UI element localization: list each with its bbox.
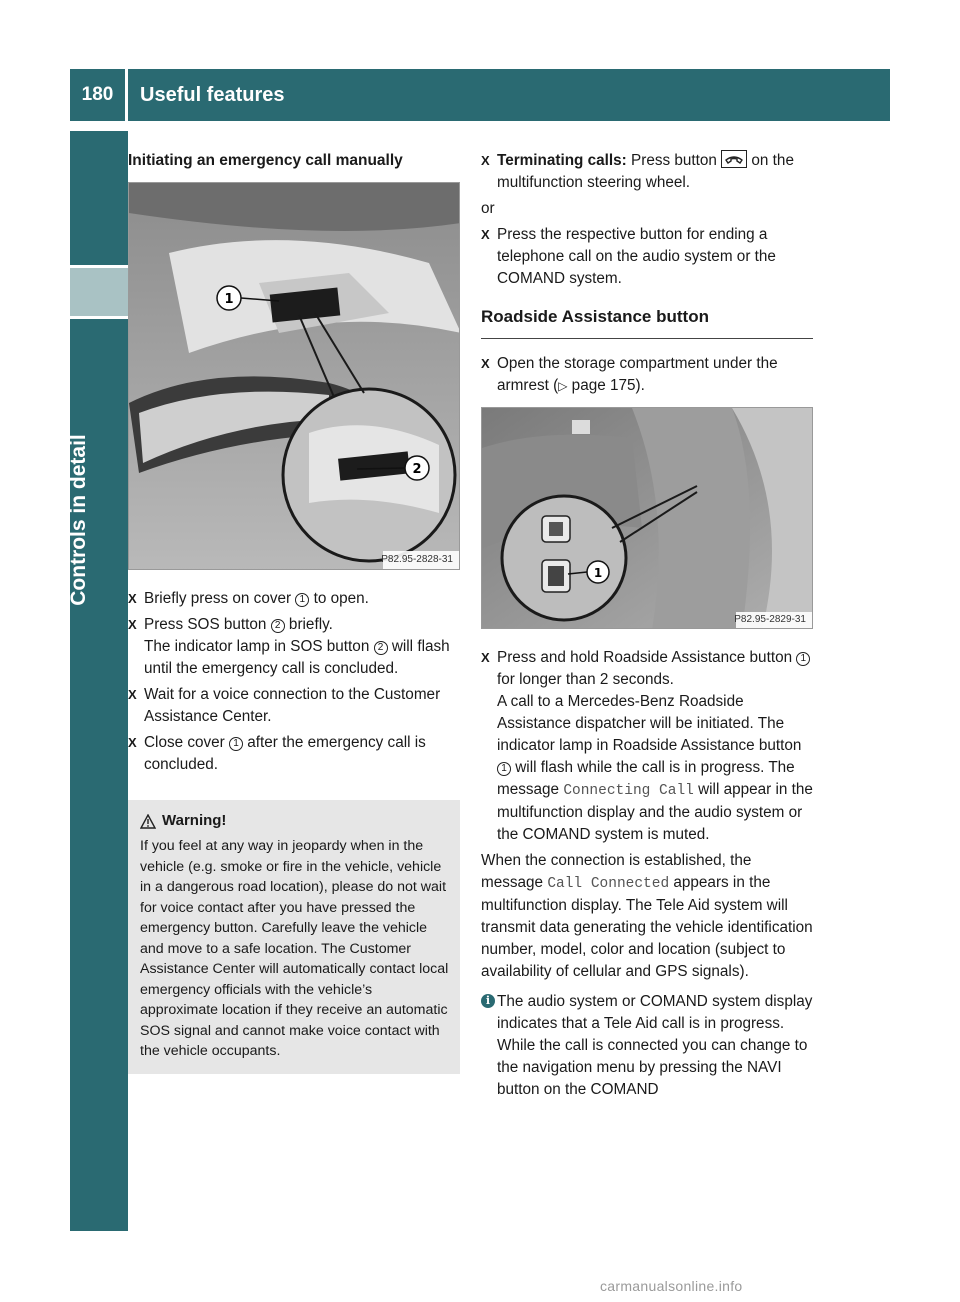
callout-number: 1 <box>796 652 810 666</box>
step-bullet-icon: X <box>128 687 137 702</box>
step-press-sos: X Press SOS button 2 briefly. <box>128 614 460 636</box>
step-bullet-icon: X <box>481 650 490 665</box>
svg-text:1: 1 <box>224 292 234 307</box>
callout-number: 2 <box>271 619 285 633</box>
connection-established-text: When the connection is established, the message Call Connected appears in the multifunction display. The Tele Aid system will transmit data generating the vehicle identification number, model, color and location (subject to availability of cellular and GPS signals). <box>481 852 813 980</box>
info-note: i The audio system or COMAND system display indicates that a Tele Aid call is in progress. While the call is connected you can change to the navigation menu by pressing the NAVI button on the COMAND <box>481 991 813 1101</box>
or-separator: or <box>481 200 495 217</box>
armrest-button-photo <box>481 407 813 629</box>
photo-reference: P82.95-2828-31 <box>381 554 453 565</box>
warning-text: If you feel at any way in jeopardy when in the vehicle (e.g. smoke or fire in the vehicle, vehicle in a dangerous road location), please do not wait for voice contact after you have pressed the emergency button. Carefully leave the vehicle and move to a safe location. The Customer Assistance Center will automatically contact local emergency officials with the vehicle’s approximate location if they receive an automatic SOS signal and cannot make voice contact with the vehicle occupants. <box>140 838 449 1059</box>
left-column <box>128 150 460 1074</box>
overhead-control-photo <box>128 182 460 570</box>
callout-number: 2 <box>374 641 388 655</box>
overhead-control-illustration <box>129 183 460 570</box>
callout-number: 1 <box>229 737 243 751</box>
info-icon: i <box>481 994 495 1008</box>
section-heading: Roadside Assistance button <box>481 306 813 339</box>
step-terminating-calls: X Terminating calls: Press button on the multifunction steering wheel. <box>481 152 794 191</box>
sos-indicator-note: The indicator lamp in SOS button 2 will flash until the emergency call is concluded. <box>144 638 450 677</box>
step-bullet-icon: X <box>481 356 490 371</box>
armrest-illustration <box>482 408 813 629</box>
step-open-cover: X Briefly press on cover 1 to open. <box>128 588 460 610</box>
step-wait-voice: X Wait for a voice connection to the Customer Assistance Center. <box>128 686 441 725</box>
photo-reference: P82.95-2829-31 <box>734 614 806 625</box>
section-subhead: Initiating an emergency call manually <box>128 152 403 169</box>
step-bullet-icon: X <box>481 153 490 168</box>
callout-number: 1 <box>497 762 511 776</box>
step-bullet-icon: X <box>481 227 490 242</box>
display-message-connecting: Connecting Call <box>563 783 694 799</box>
step-bullet-icon: X <box>128 591 137 606</box>
page-title: Useful features <box>140 84 285 106</box>
callout-number: 1 <box>295 593 309 607</box>
step-close-cover: X Close cover 1 after the emergency call is concluded. <box>128 734 426 773</box>
svg-text:1: 1 <box>593 566 603 580</box>
display-message-connected: Call Connected <box>547 876 670 892</box>
right-column <box>481 150 813 1101</box>
svg-text:2: 2 <box>412 462 422 477</box>
warning-box <box>128 800 460 1074</box>
side-tab-marker <box>70 265 128 319</box>
step-bullet-icon: X <box>128 617 137 632</box>
call-initiated-note: A call to a Mercedes-Benz Roadside Assistance dispatcher will be initiated. The indicator lamp in Roadside Assistance button 1 will flash while the call is in progress. The message Connecting Call will appear in the multifunction display and the audio system or the COMAND system is muted. <box>497 693 813 843</box>
step-alternate-end-call: X Press the respective button for ending a telephone call on the audio system or the COMAND system. <box>481 226 776 287</box>
page-number: 180 <box>70 69 128 121</box>
step-open-storage: X Open the storage compartment under the armrest (▷ page 175). <box>481 355 778 394</box>
step-press-hold: X Press and hold Roadside Assistance button 1 for longer than 2 seconds. <box>481 647 813 691</box>
side-tab <box>70 131 128 1231</box>
page-ref-arrow-icon: ▷ <box>558 379 568 393</box>
watermark: carmanualsonline.info <box>600 1278 743 1294</box>
warning-title: Warning! <box>140 810 450 832</box>
warning-triangle-icon <box>140 814 156 829</box>
end-call-button-icon <box>721 150 747 168</box>
step-bullet-icon: X <box>128 735 137 750</box>
